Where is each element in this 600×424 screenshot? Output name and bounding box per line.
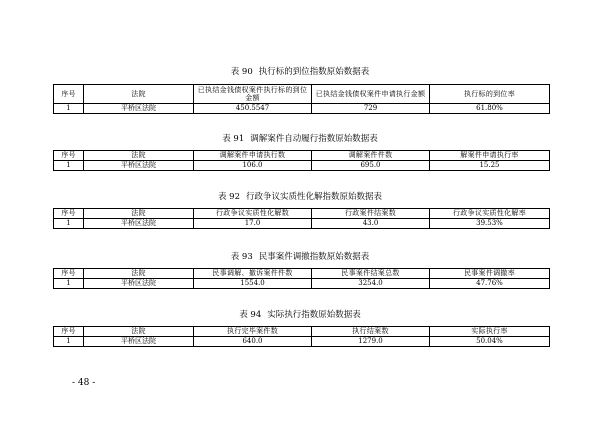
- table-cell: 106.0: [194, 161, 312, 171]
- caption-number: 表 91: [222, 134, 245, 144]
- caption-number: 表 94: [239, 310, 262, 320]
- table-cell: 平桥区法院: [84, 219, 194, 229]
- table-cell: 1554.0: [194, 279, 312, 289]
- table-row: [54, 161, 550, 171]
- header-cell: 民事案件调撤率: [430, 269, 550, 279]
- header-cell: 执行标的到位率: [430, 85, 550, 104]
- table-cell: 平桥区法院: [84, 337, 194, 347]
- table-cell: 15.25: [430, 161, 550, 171]
- table-cell: 729: [312, 104, 430, 114]
- header-cell: 法院: [84, 327, 194, 337]
- table-header-row: [54, 209, 550, 219]
- header-cell: 行政争议实质性化解率: [430, 209, 550, 219]
- header-cell: 序号: [54, 85, 84, 104]
- table-94-caption: [0, 308, 600, 320]
- table-cell: 3254.0: [312, 279, 430, 289]
- table-cell: 47.76%: [430, 279, 550, 289]
- table-cell: 39.53%: [430, 219, 550, 229]
- table-90: [53, 84, 550, 114]
- header-cell: 实际执行率: [430, 327, 550, 337]
- table-cell: 平桥区法院: [84, 279, 194, 289]
- table-cell: 1: [54, 104, 84, 114]
- table-cell: 1279.0: [312, 337, 430, 347]
- header-cell: 法院: [84, 209, 194, 219]
- table-header-row: [54, 327, 550, 337]
- table-cell: 640.0: [194, 337, 312, 347]
- table-92: [53, 208, 550, 229]
- caption-number: 表 90: [230, 67, 253, 77]
- table-91-caption: [0, 132, 600, 144]
- caption-title: 行政争议实质性化解指数原始数据表: [246, 192, 383, 202]
- table-cell: 平桥区法院: [84, 161, 194, 171]
- header-cell: 序号: [54, 151, 84, 161]
- caption-title: 调解案件自动履行指数原始数据表: [250, 134, 378, 144]
- table-cell: 43.0: [312, 219, 430, 229]
- table-header-row: [54, 85, 550, 104]
- header-cell: 法院: [84, 85, 194, 104]
- header-cell: 行政争议实质性化解数: [194, 209, 312, 219]
- header-cell: 法院: [84, 151, 194, 161]
- table-cell: 61.80%: [430, 104, 550, 114]
- table-cell: 平桥区法院: [84, 104, 194, 114]
- table-93: [53, 268, 550, 289]
- table-cell: 695.0: [312, 161, 430, 171]
- header-cell: 执行结案数: [312, 327, 430, 337]
- header-cell: 序号: [54, 327, 84, 337]
- table-cell: 1: [54, 337, 84, 347]
- header-cell: 序号: [54, 209, 84, 219]
- table-cell: 450.5547: [194, 104, 312, 114]
- table-row: [54, 337, 550, 347]
- table-row: [54, 104, 550, 114]
- table-header-row: [54, 151, 550, 161]
- caption-title: 民事案件调撤指数原始数据表: [258, 252, 370, 262]
- table-row: [54, 219, 550, 229]
- table-cell: 1: [54, 219, 84, 229]
- table-header-row: [54, 269, 550, 279]
- header-cell: 法院: [84, 269, 194, 279]
- caption-number: 表 92: [217, 192, 240, 202]
- page-number: - 48 -: [72, 378, 96, 388]
- table-93-caption: [0, 250, 600, 262]
- header-cell: 调解案件件数: [312, 151, 430, 161]
- table-cell: 50.04%: [430, 337, 550, 347]
- header-cell: 民事调解、撤诉案件件数: [194, 269, 312, 279]
- table-cell: 1: [54, 161, 84, 171]
- header-cell: 已执结金钱债权案件执行标的到位金额: [194, 85, 312, 104]
- table-cell: 1: [54, 279, 84, 289]
- caption-number: 表 93: [230, 252, 253, 262]
- table-92-caption: [0, 190, 600, 202]
- caption-title: 实际执行指数原始数据表: [267, 310, 361, 320]
- table-91: [53, 150, 550, 171]
- table-cell: 17.0: [194, 219, 312, 229]
- table-94: [53, 326, 550, 347]
- header-cell: 民事案件结案总数: [312, 269, 430, 279]
- header-cell: 解案件申请执行率: [430, 151, 550, 161]
- header-cell: 行政案件结案数: [312, 209, 430, 219]
- table-row: [54, 279, 550, 289]
- table-90-caption: [0, 65, 600, 77]
- header-cell: 执行完毕案件数: [194, 327, 312, 337]
- caption-title: 执行标的到位指数原始数据表: [258, 67, 370, 77]
- header-cell: 调解案件申请执行数: [194, 151, 312, 161]
- header-cell: 已执结金钱债权案件申请执行金额: [312, 85, 430, 104]
- header-cell: 序号: [54, 269, 84, 279]
